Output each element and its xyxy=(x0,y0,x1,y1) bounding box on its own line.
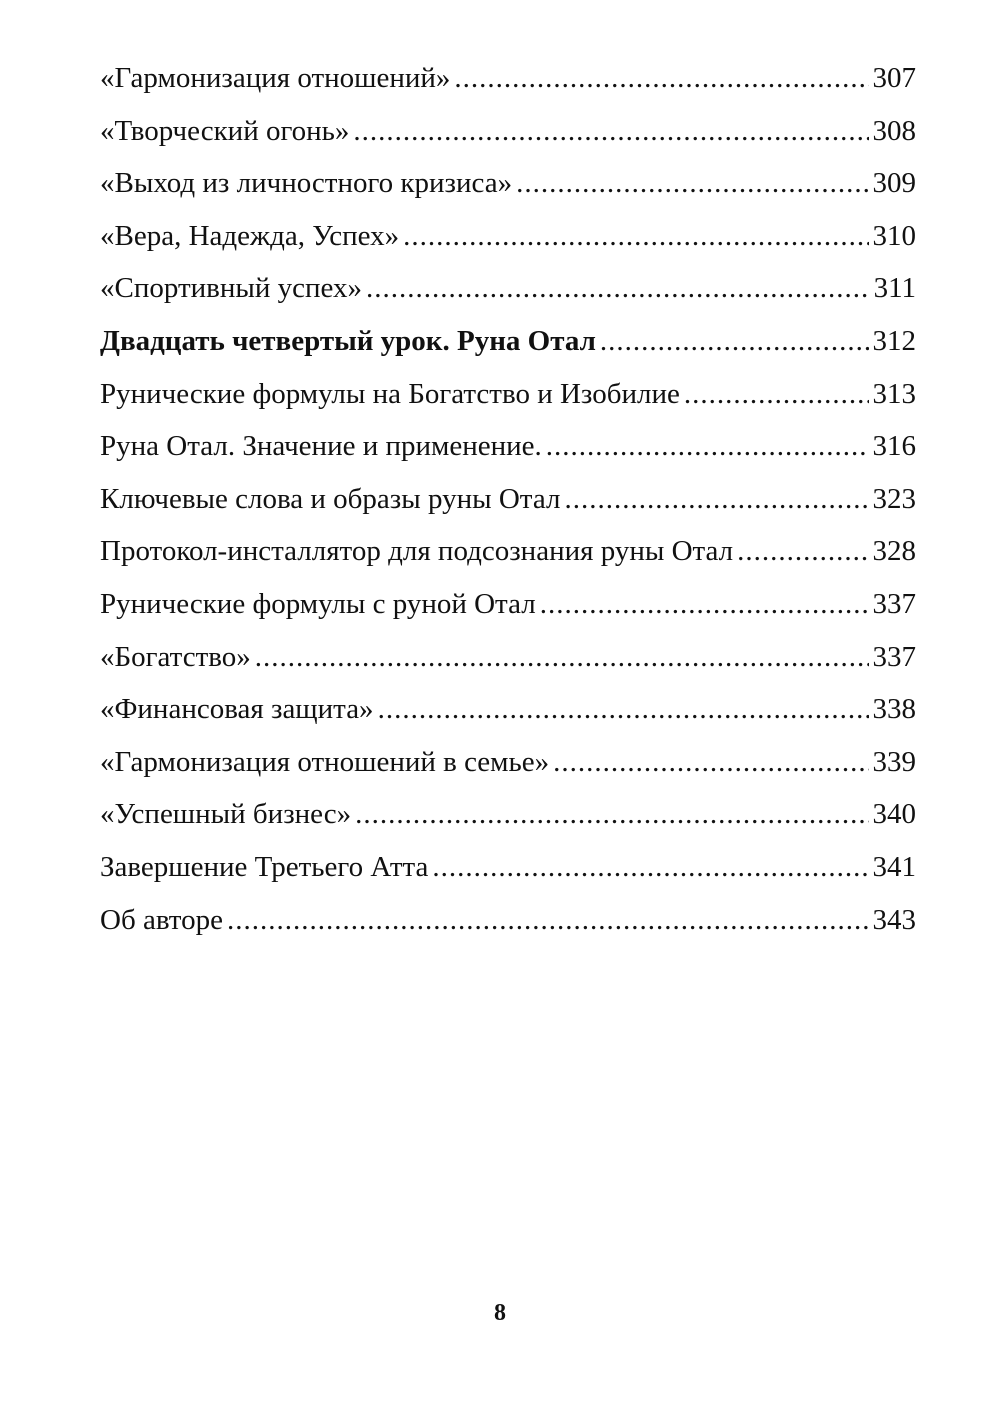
toc-page-number: 338 xyxy=(872,693,916,726)
toc-entry-title: «Гармонизация отношений» xyxy=(100,62,451,94)
toc-entry xyxy=(100,525,916,578)
toc-page-number: 309 xyxy=(872,167,916,200)
dot-leader xyxy=(564,473,868,526)
toc-entry xyxy=(100,788,916,841)
toc-entry xyxy=(100,105,916,158)
table-of-contents xyxy=(100,52,916,946)
dot-leader xyxy=(737,525,868,578)
page-number: 8 xyxy=(494,1300,506,1326)
toc-page-number: 308 xyxy=(872,114,916,147)
dot-leader xyxy=(516,157,868,210)
dot-leader xyxy=(684,368,869,421)
toc-entry-title: Ключевые слова и образы руны Отал xyxy=(100,482,561,515)
dot-leader xyxy=(255,631,869,684)
dot-leader xyxy=(366,262,870,315)
toc-page-number: 341 xyxy=(872,850,916,883)
toc-entry xyxy=(100,420,916,473)
toc-entry-title: «Гармонизация отношений в семье» xyxy=(100,745,550,778)
toc-page-number: 337 xyxy=(872,640,916,673)
toc-entry xyxy=(100,894,916,947)
toc-entry xyxy=(100,157,916,210)
toc-page-number: 323 xyxy=(872,482,916,515)
toc-entry xyxy=(100,368,916,421)
toc-entry-title: Рунические формулы с руной Отал xyxy=(100,587,536,620)
toc-entry xyxy=(100,473,916,526)
toc-page-number: 328 xyxy=(872,535,916,568)
toc-entry-title: «Выход из личностного кризиса» xyxy=(100,167,513,200)
dot-leader xyxy=(403,210,868,263)
toc-entry-title: «Творческий огонь» xyxy=(100,114,350,147)
toc-page-number: 339 xyxy=(872,745,916,778)
toc-entry-title: Об авторе xyxy=(100,903,223,936)
toc-entry-title: Рунические формулы на Богатство и Изобилие xyxy=(100,377,680,410)
toc-page-number: 316 xyxy=(872,430,916,463)
toc-entry-title: «Спортивный успех» xyxy=(100,272,363,305)
toc-entry xyxy=(100,52,916,105)
dot-leader xyxy=(454,52,868,105)
toc-entry-title: «Успешный бизнес» xyxy=(100,798,352,831)
toc-entry-title: «Богатство» xyxy=(100,640,251,673)
toc-entry xyxy=(100,631,916,684)
toc-entry-title: Протокол-инсталлятор для подсознания руны Отал xyxy=(100,535,734,568)
toc-entry-lesson-heading xyxy=(100,315,916,368)
dot-leader xyxy=(378,683,869,736)
toc-page-number: 340 xyxy=(872,798,916,831)
toc-entry-title: Руна Отал. Значение и применение. xyxy=(100,430,542,463)
dot-leader xyxy=(355,788,868,841)
toc-entry xyxy=(100,262,916,315)
dot-leader xyxy=(227,894,869,947)
toc-entry xyxy=(100,736,916,789)
toc-page-number: 312 xyxy=(872,324,916,357)
toc-page-number: 307 xyxy=(872,62,916,94)
dot-leader xyxy=(553,736,868,789)
dot-leader xyxy=(353,105,868,158)
toc-entry xyxy=(100,683,916,736)
toc-entry xyxy=(100,578,916,631)
toc-entry-title: Завершение Третьего Атта xyxy=(100,850,429,883)
dot-leader xyxy=(540,578,869,631)
toc-page-number: 310 xyxy=(872,219,916,252)
dot-leader xyxy=(546,420,869,473)
toc-entry-title: «Финансовая защита» xyxy=(100,693,374,726)
toc-page-number: 313 xyxy=(872,377,916,410)
toc-page-number: 337 xyxy=(872,587,916,620)
toc-entry-title: Двадцать четвертый урок. Руна Отал xyxy=(100,324,596,357)
toc-page-number: 311 xyxy=(873,272,916,305)
toc-page-number: 343 xyxy=(872,903,916,936)
toc-entry-title: «Вера, Надежда, Успех» xyxy=(100,219,400,252)
dot-leader xyxy=(432,841,868,894)
toc-entry xyxy=(100,210,916,263)
toc-entry xyxy=(100,841,916,894)
dot-leader xyxy=(600,315,869,368)
